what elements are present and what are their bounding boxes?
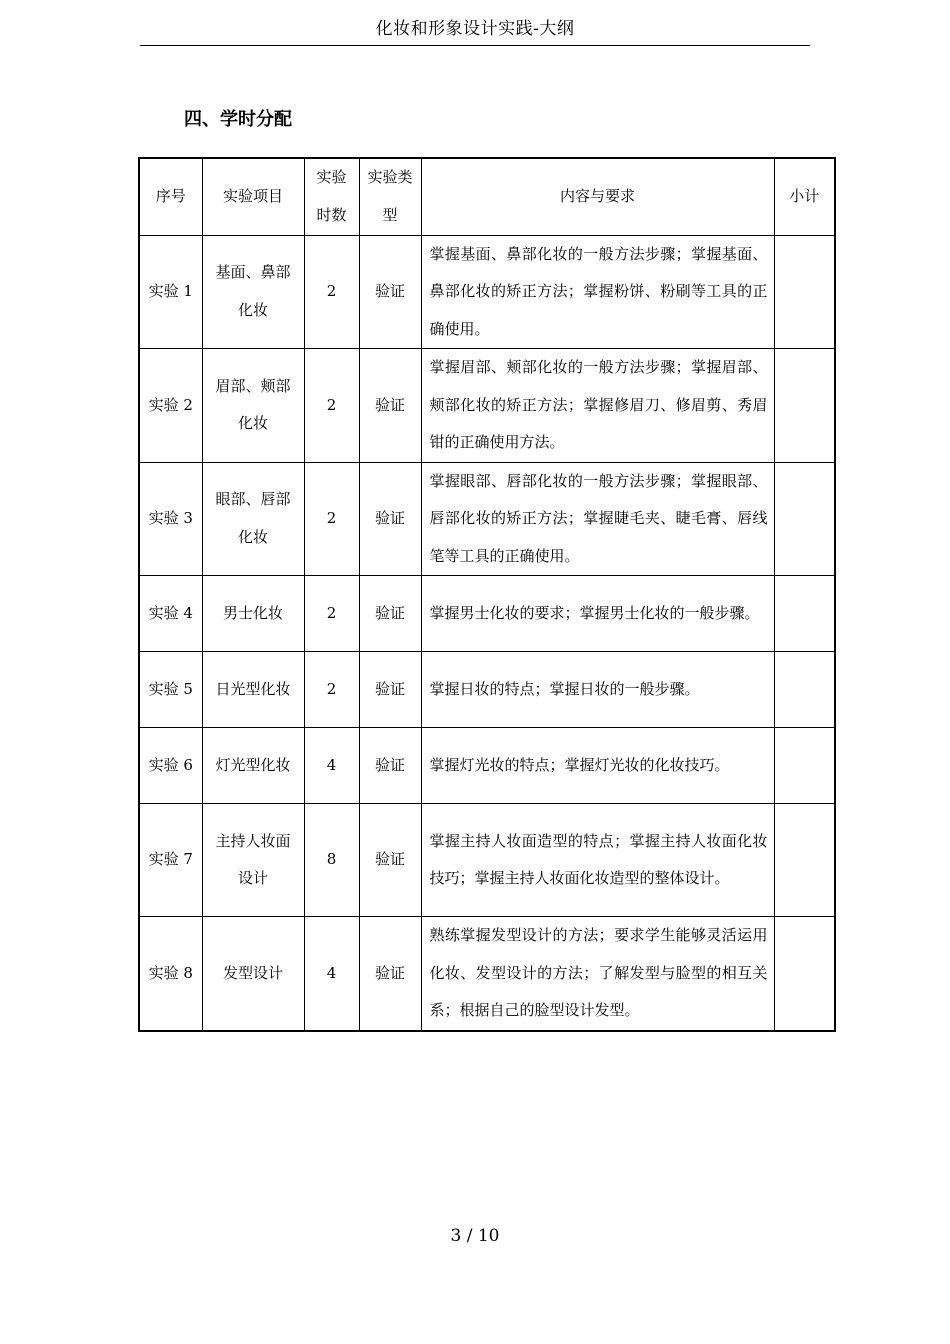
cell-content: 掌握灯光妆的特点；掌握灯光妆的化妆技巧。 xyxy=(421,728,774,804)
cell-seq: 实验 2 xyxy=(139,349,202,463)
cell-hours: 2 xyxy=(304,235,359,349)
cell-subtotal xyxy=(774,917,835,1031)
col-header-seq: 序号 xyxy=(139,158,202,235)
cell-content: 掌握男士化妆的要求；掌握男士化妆的一般步骤。 xyxy=(421,576,774,652)
cell-subtotal xyxy=(774,804,835,917)
page-number: 3 / 10 xyxy=(450,1226,500,1246)
col-header-type: 实验类型 xyxy=(359,158,421,235)
cell-type: 验证 xyxy=(359,576,421,652)
cell-subtotal xyxy=(774,462,835,576)
cell-subtotal xyxy=(774,576,835,652)
cell-type: 验证 xyxy=(359,728,421,804)
cell-seq: 实验 4 xyxy=(139,576,202,652)
section-title: 四、学时分配 xyxy=(184,109,292,130)
cell-project: 眉部、颊部化妆 xyxy=(202,349,304,463)
cell-project: 男士化妆 xyxy=(202,576,304,652)
cell-content: 掌握眼部、唇部化妆的一般方法步骤；掌握眼部、唇部化妆的矫正方法；掌握睫毛夹、睫毛膏、唇线笔等工具的正确使用。 xyxy=(421,462,774,576)
table-row xyxy=(139,235,835,349)
cell-hours: 2 xyxy=(304,462,359,576)
cell-content: 掌握主持人妆面造型的特点；掌握主持人妆面化妆技巧；掌握主持人妆面化妆造型的整体设计。 xyxy=(421,804,774,917)
cell-hours: 4 xyxy=(304,917,359,1031)
cell-content: 熟练掌握发型设计的方法；要求学生能够灵活运用化妆、发型设计的方法；了解发型与脸型的相互关系；根据自己的脸型设计发型。 xyxy=(421,917,774,1031)
table-body xyxy=(139,235,835,1031)
cell-seq: 实验 5 xyxy=(139,652,202,728)
hours-allocation-table xyxy=(138,157,836,1032)
cell-project: 日光型化妆 xyxy=(202,652,304,728)
cell-type: 验证 xyxy=(359,235,421,349)
cell-seq: 实验 3 xyxy=(139,462,202,576)
cell-project: 眼部、唇部化妆 xyxy=(202,462,304,576)
cell-project: 发型设计 xyxy=(202,917,304,1031)
table-row xyxy=(139,917,835,1031)
cell-type: 验证 xyxy=(359,462,421,576)
cell-subtotal xyxy=(774,652,835,728)
col-header-subtotal: 小计 xyxy=(774,158,835,235)
cell-seq: 实验 1 xyxy=(139,235,202,349)
table-row xyxy=(139,728,835,804)
cell-hours: 2 xyxy=(304,349,359,463)
cell-seq: 实验 8 xyxy=(139,917,202,1031)
cell-seq: 实验 6 xyxy=(139,728,202,804)
cell-hours: 4 xyxy=(304,728,359,804)
cell-project: 主持人妆面设计 xyxy=(202,804,304,917)
cell-type: 验证 xyxy=(359,917,421,1031)
cell-content: 掌握日妆的特点；掌握日妆的一般步骤。 xyxy=(421,652,774,728)
cell-content: 掌握基面、鼻部化妆的一般方法步骤；掌握基面、鼻部化妆的矫正方法；掌握粉饼、粉刷等工具的正确使用。 xyxy=(421,235,774,349)
cell-project: 灯光型化妆 xyxy=(202,728,304,804)
table-header-row xyxy=(139,158,835,235)
cell-type: 验证 xyxy=(359,804,421,917)
cell-project: 基面、鼻部化妆 xyxy=(202,235,304,349)
table-row xyxy=(139,804,835,917)
cell-hours: 2 xyxy=(304,652,359,728)
col-header-hours: 实验时数 xyxy=(304,158,359,235)
table-row xyxy=(139,349,835,463)
cell-hours: 8 xyxy=(304,804,359,917)
cell-seq: 实验 7 xyxy=(139,804,202,917)
cell-content: 掌握眉部、颊部化妆的一般方法步骤；掌握眉部、颊部化妆的矫正方法；掌握修眉刀、修眉剪、秀眉钳的正确使用方法。 xyxy=(421,349,774,463)
cell-subtotal xyxy=(774,235,835,349)
cell-hours: 2 xyxy=(304,576,359,652)
cell-type: 验证 xyxy=(359,652,421,728)
table-row xyxy=(139,462,835,576)
page-header: 化妆和形象设计实践-大纲 xyxy=(140,14,810,46)
table-row xyxy=(139,576,835,652)
cell-type: 验证 xyxy=(359,349,421,463)
col-header-content: 内容与要求 xyxy=(421,158,774,235)
cell-subtotal xyxy=(774,349,835,463)
table-row xyxy=(139,652,835,728)
cell-subtotal xyxy=(774,728,835,804)
col-header-project: 实验项目 xyxy=(202,158,304,235)
